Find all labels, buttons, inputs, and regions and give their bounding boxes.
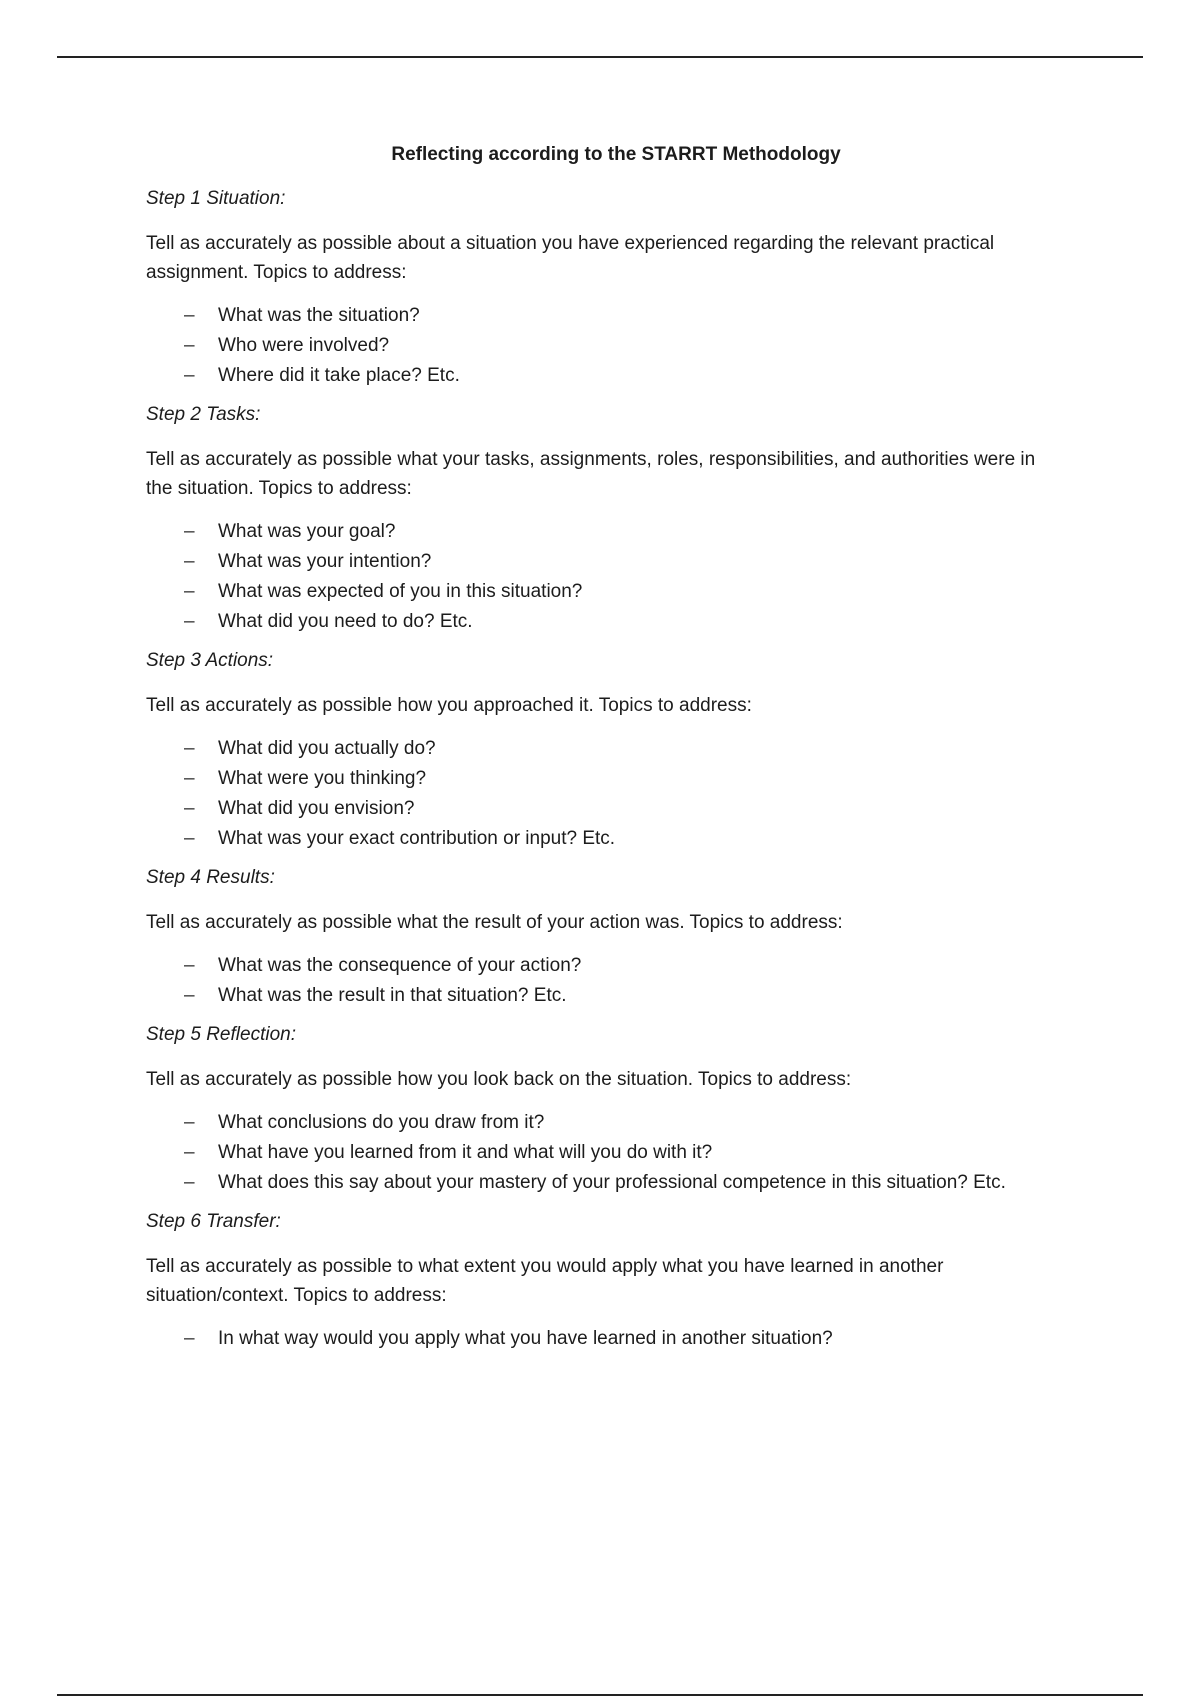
step-section xyxy=(146,1023,1066,1198)
dash-bullet-icon: – xyxy=(184,521,195,542)
step-heading: Step 6 Transfer: xyxy=(146,1211,281,1232)
step-description: Tell as accurately as possible to what extent you would apply what you have learned in another situation/context. Topics to address: xyxy=(146,1256,944,1306)
topic-list xyxy=(146,1108,1066,1198)
dash-bullet-icon: – xyxy=(184,335,195,356)
list-item-text: What was your exact contribution or input? Etc. xyxy=(218,828,616,849)
step-heading: Step 2 Tasks: xyxy=(146,404,261,425)
dash-bullet-icon: – xyxy=(184,305,195,326)
list-item-text: What were you thinking? xyxy=(218,768,427,789)
list-item-text: What was your intention? xyxy=(218,551,432,572)
step-description: Tell as accurately as possible how you look back on the situation. Topics to address: xyxy=(146,1069,852,1090)
dash-bullet-icon: – xyxy=(184,738,195,759)
list-item xyxy=(184,547,1066,577)
list-item-text: What did you envision? xyxy=(218,798,415,819)
list-item xyxy=(184,824,1066,854)
bottom-rule xyxy=(57,1694,1143,1696)
dash-bullet-icon: – xyxy=(184,798,195,819)
step-heading: Step 4 Results: xyxy=(146,867,275,888)
list-item-text: What have you learned from it and what will you do with it? xyxy=(218,1142,713,1163)
list-item xyxy=(184,951,1066,981)
list-item xyxy=(184,1168,1066,1198)
list-item xyxy=(184,734,1066,764)
dash-bullet-icon: – xyxy=(184,1328,195,1349)
dash-bullet-icon: – xyxy=(184,985,195,1006)
dash-bullet-icon: – xyxy=(184,581,195,602)
dash-bullet-icon: – xyxy=(184,1142,195,1163)
list-item-text: What was expected of you in this situation? xyxy=(218,581,583,602)
dash-bullet-icon: – xyxy=(184,768,195,789)
step-section xyxy=(146,187,1066,391)
dash-bullet-icon: – xyxy=(184,828,195,849)
step-section xyxy=(146,649,1066,854)
list-item-text: What was the consequence of your action? xyxy=(218,955,582,976)
step-section xyxy=(146,403,1066,637)
list-item-text: What does this say about your mastery of your professional competence in this situation? Etc. xyxy=(218,1172,1006,1193)
list-item xyxy=(184,607,1066,637)
step-description: Tell as accurately as possible about a situation you have experienced regarding the relevant practical assignment. Topics to address: xyxy=(146,233,995,283)
dash-bullet-icon: – xyxy=(184,551,195,572)
topic-list xyxy=(146,1324,1066,1354)
list-item xyxy=(184,764,1066,794)
list-item xyxy=(184,1138,1066,1168)
list-item-text: In what way would you apply what you have learned in another situation? xyxy=(218,1328,833,1349)
list-item xyxy=(184,361,1066,391)
document-body xyxy=(146,143,1066,1366)
dash-bullet-icon: – xyxy=(184,365,195,386)
step-description: Tell as accurately as possible what the result of your action was. Topics to address: xyxy=(146,912,843,933)
list-item-text: What was your goal? xyxy=(218,521,396,542)
topic-list xyxy=(146,951,1066,1011)
list-item-text: What conclusions do you draw from it? xyxy=(218,1112,545,1133)
list-item xyxy=(184,1324,1066,1354)
step-section xyxy=(146,866,1066,1011)
top-rule xyxy=(57,56,1143,58)
topic-list xyxy=(146,301,1066,391)
list-item-text: What did you need to do? Etc. xyxy=(218,611,473,632)
topic-list xyxy=(146,517,1066,637)
list-item-text: Where did it take place? Etc. xyxy=(218,365,460,386)
step-description: Tell as accurately as possible how you approached it. Topics to address: xyxy=(146,695,752,716)
list-item xyxy=(184,331,1066,361)
list-item-text: Who were involved? xyxy=(218,335,390,356)
topic-list xyxy=(146,734,1066,854)
list-item-text: What did you actually do? xyxy=(218,738,436,759)
step-section xyxy=(146,1210,1066,1354)
list-item xyxy=(184,981,1066,1011)
list-item xyxy=(184,301,1066,331)
list-item-text: What was the result in that situation? Etc. xyxy=(218,985,567,1006)
step-description: Tell as accurately as possible what your tasks, assignments, roles, responsibilities, and authorities were in the situation. Topics to address: xyxy=(146,449,1036,499)
dash-bullet-icon: – xyxy=(184,955,195,976)
dash-bullet-icon: – xyxy=(184,1172,195,1193)
list-item xyxy=(184,517,1066,547)
step-heading: Step 5 Reflection: xyxy=(146,1024,296,1045)
document-title: Reflecting according to the STARRT Methodology xyxy=(391,144,841,165)
list-item xyxy=(184,794,1066,824)
list-item-text: What was the situation? xyxy=(218,305,420,326)
dash-bullet-icon: – xyxy=(184,1112,195,1133)
list-item xyxy=(184,1108,1066,1138)
dash-bullet-icon: – xyxy=(184,611,195,632)
step-heading: Step 3 Actions: xyxy=(146,650,274,671)
list-item xyxy=(184,577,1066,607)
step-heading: Step 1 Situation: xyxy=(146,188,286,209)
